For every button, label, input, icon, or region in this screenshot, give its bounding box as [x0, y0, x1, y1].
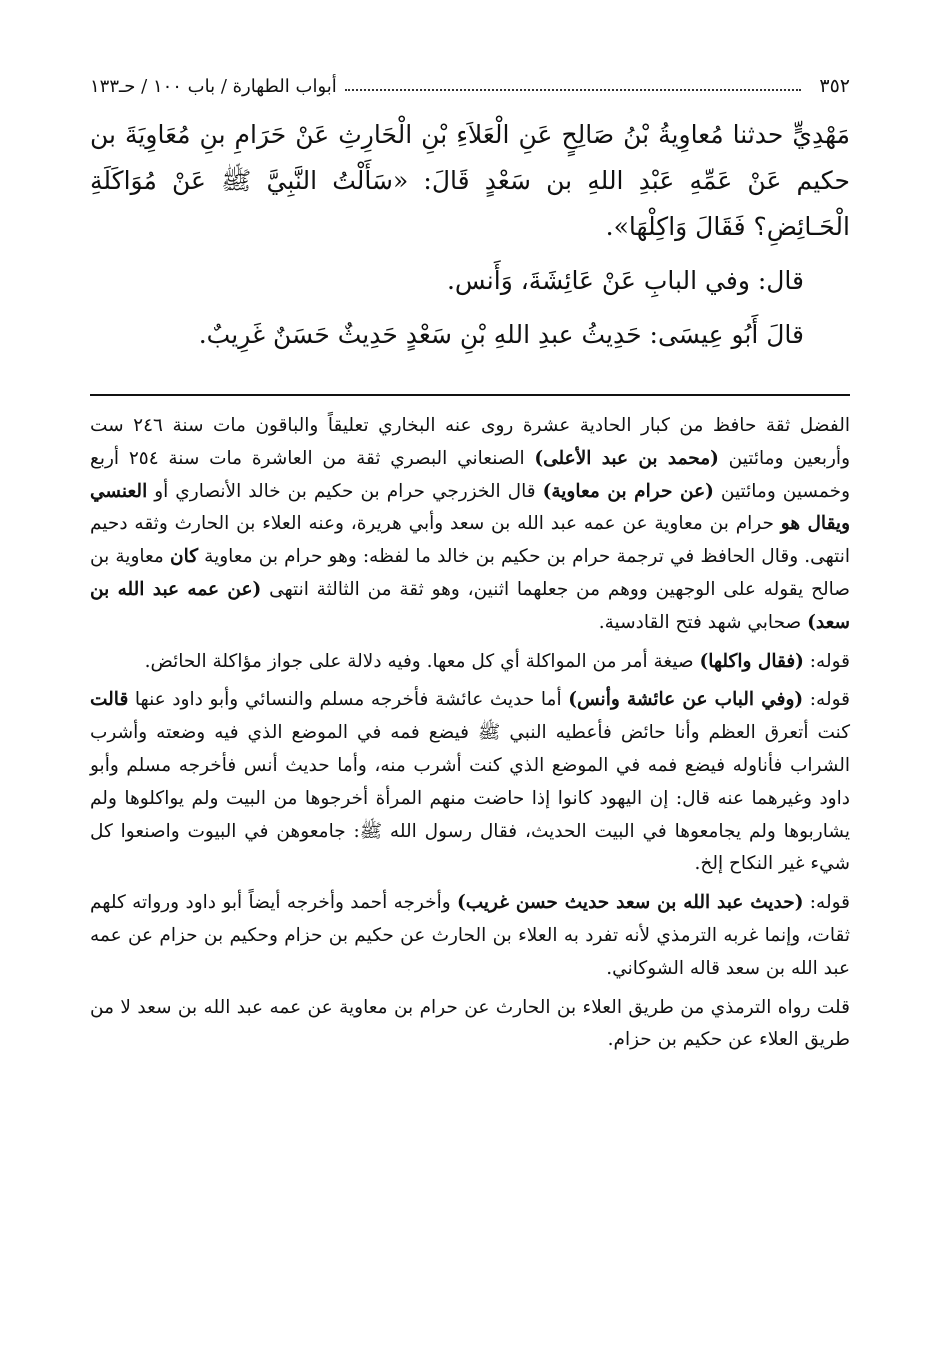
- commentary-text: حرام بن معاوية عن عمه عبد الله بن سعد وأبي هريرة، وعنه العلاء بن الحارث وثقه دحيم انتهى. وقال الحافظ في ترجمة حرام بن حكيم بن خالد ما لفظه: وهو حرام بن معاوية: [90, 513, 850, 568]
- commentary-text: كنت أتعرق العظم وأنا حائض فأعطيه النبي ﷺ فيضع فمه في الموضع الذي فيه وضعته وأشرب الشراب فأناوله فيضع فمه في الموضع الذي كنت أشرب منه، وأما حديث أنس فأخرجه مسلم وأبو داود وغيرهما عنه قال: إن اليهود كانوا إذا حاضت منهم المرأة أخرجوها من البيت ولم يواكلوها ولم يشاربوها ولم يجامعوها في البيت الحديث، فقال رسول الله ﷺ: جامعوهن في البيوت واصنعوا كل شيء غير النكاح إلخ.: [90, 722, 850, 875]
- commentary-text: قوله:: [803, 892, 850, 914]
- commentary-bold: قالت: [90, 689, 129, 711]
- commentary-bold: (محمد بن عبد الأعلى): [534, 447, 719, 469]
- commentary-bold: (عن حرام بن معاوية): [542, 480, 714, 502]
- running-title: أبواب الطهارة / باب ١٠٠ / حـ١٣٣: [90, 75, 337, 97]
- commentary-paragraph: [90, 887, 850, 985]
- page-number: ٣٥٢: [819, 75, 850, 97]
- hadith-bab-line: قال: وفي البابِ عَنْ عَائِشَةَ، وَأَنس.: [446, 266, 804, 295]
- commentary-text: وأخرجه أحمد وأخرجه أيضاً أبو داود ورواته كلهم ثقات، وإنما غربه الترمذي لأنه تفرد به العلاء بن الحارث عن حكيم بن حزام وحكيم بن حزام عن عمه عبد الله بن سعد قاله الشوكاني.: [90, 892, 850, 979]
- commentary-text: قوله:: [803, 650, 850, 672]
- commentary-text: صيغة أمر من المواكلة أي كل معها. وفيه دلالة على جواز مؤاكلة الحائض.: [144, 650, 700, 672]
- header-leader-dots: [345, 89, 802, 91]
- commentary-bold: (فقال واكلها): [699, 650, 804, 672]
- hadith-text: [90, 112, 850, 358]
- commentary-paragraph: [90, 992, 850, 1058]
- commentary-text: صحابي شهد فتح القادسية.: [598, 611, 808, 633]
- page-header: [90, 70, 850, 102]
- hadith-isnad-matn: مَهْدِيٍّ حدثنا مُعاوِيةُ بْنُ صَالِحٍ عَنِ الْعَلاَءِ بْنِ الْحَارِثِ عَنْ حَرَامِ بنِ مُعَاوِيَةَ بن حكيم عَنْ عَمِّهِ عَبْدِ اللهِ بن سَعْدٍ قَالَ: «سَأَلْتُ النَّبِيَّ ﷺ عَنْ مُوَاكَلَةِ الْحَـائِضِ؟ فَقَالَ وَاكِلْهَا».: [90, 120, 850, 241]
- commentary-text: قلت رواه الترمذي من طريق العلاء بن الحارث عن حرام بن معاوية عن عمه عبد الله بن سعد لا من طريق العلاء عن حكيم بن حزام.: [90, 996, 850, 1051]
- commentary-paragraph: [90, 410, 850, 640]
- commentary-text: معاوية بن صالح يقوله على الوجهين ووهم من جعلهما اثنين، وهو ثقة من الثالثة انتهى: [90, 546, 850, 600]
- commentary-paragraph: [90, 684, 850, 881]
- commentary-text: الصنعاني البصري ثقة من العاشرة مات سنة ٢٥٤ أربع وخمسين ومائتين: [90, 447, 850, 502]
- commentary-paragraph: [90, 646, 850, 679]
- hadith-hukm-line: قالَ أَبُو عِيسَى: حَدِيثُ عبدِ اللهِ بْنِ سَعْدٍ حَدِيثٌ حَسَنٌ غَرِيبٌ.: [198, 320, 804, 349]
- commentary-text: قال الخزرجي حرام بن حكيم بن خالد الأنصاري أو: [147, 480, 543, 502]
- commentary-text: الفضل ثقة حافظ من كبار الحادية عشرة روى عنه البخاري تعليقاً والباقون مات سنة ٢٤٦ ست وأربعين ومائتين: [90, 415, 851, 469]
- commentary-bold: (حديث عبد الله بن سعد حديث حسن غريب): [456, 892, 804, 914]
- commentary-bold: (وفي الباب عن عائشة وأنس): [568, 689, 804, 711]
- footnote-divider: [90, 394, 850, 396]
- commentary-bold: العنسي ويقال هو: [90, 480, 851, 535]
- commentary-bold: (عن عمه عبد الله بن سعد): [90, 578, 850, 633]
- commentary: [90, 410, 850, 1057]
- commentary-bold: كان: [170, 546, 199, 568]
- commentary-text: قوله:: [803, 689, 850, 711]
- commentary-text: أما حديث عائشة فأخرجه مسلم والنسائي وأبو داود عنها: [128, 689, 569, 711]
- document-page: [90, 70, 850, 1063]
